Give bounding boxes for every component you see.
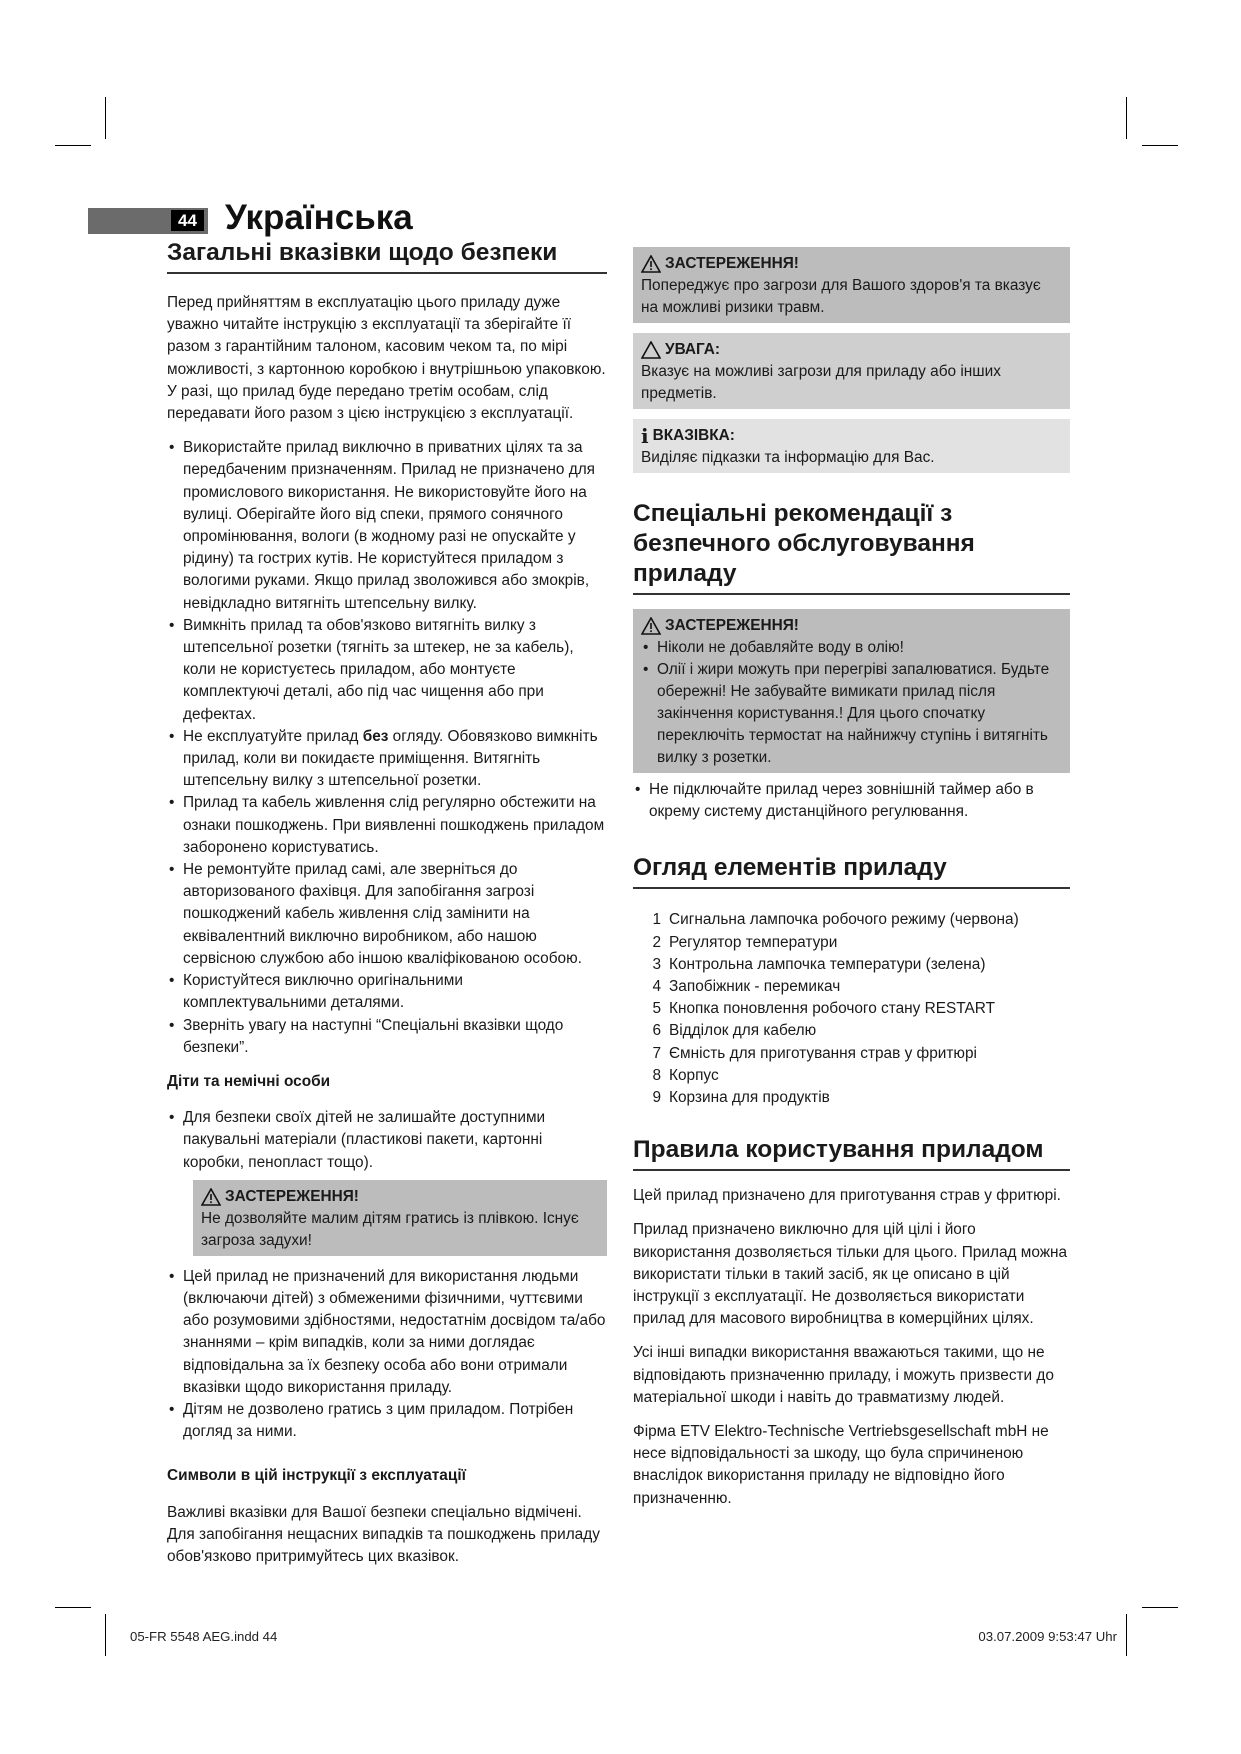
list-item: 2 Регулятор температури: [652, 933, 838, 951]
footer-filename: 05-FR 5548 AEG.indd 44: [130, 1629, 278, 1644]
info-icon: i: [641, 424, 649, 448]
section-heading-overview: Огляд елементів приладу: [633, 853, 1070, 889]
left-column: [167, 238, 607, 1580]
warning-text: Попереджує про загрози для Вашого здоров'я та вказує на можливі ризики травм.: [641, 277, 1041, 316]
list-item: • Цей прилад не призначений для використання людьми (включаючи дітей) з обмеженими фізичними, чуттєвими або розумовими здібностями, недостатнім досвідом та/або знаннями – крім випадків, коли за ними доглядає відповідальна за їх безпеку особа або вони отримали вказівки щодо використання приладу.: [167, 1266, 607, 1399]
caution-text: Вказує на можливі загрози для приладу або інших предметів.: [641, 363, 1001, 402]
children-warning-box: [193, 1180, 607, 1256]
special-warning-list: [641, 637, 1062, 769]
caution-triangle-icon: [641, 341, 661, 359]
list-item: • Використайте прилад виключно в приватних цілях та за передбаченим призначенням. Прилад не призначено для промислового використання. Не використовуйте його на вулиці. Оберігайте його від спеки, прямого сонячного опромінювання, вологи (в жодному разі не опускайте у рідину) та гострих кутів. Не користуйтеся приладом з вологими руками. Якщо прилад зволожився або змокрів, невідкладно витягніть штепсельну вилку.: [167, 437, 607, 615]
symbol-caution-box: [633, 333, 1070, 409]
list-item: 5 Кнопка поновлення робочого стану RESTART: [652, 1000, 996, 1018]
warning-triangle-icon: [641, 617, 661, 635]
warning-title: ЗАСТЕРЕЖЕННЯ!: [665, 617, 799, 634]
special-list: [633, 779, 1070, 823]
language-title: Українська: [225, 198, 413, 237]
section-heading-safety: Загальні вказівки щодо безпеки: [167, 238, 607, 274]
warning-title: ЗАСТЕРЕЖЕННЯ!: [225, 1187, 359, 1205]
info-text: Виділяє підказки та інформацію для Вас.: [641, 449, 935, 466]
list-item: • Ніколи не добавляйте воду в олію!: [641, 637, 1062, 659]
intro-paragraph: Перед прийняттям в експлуатацію цього приладу дуже уважно читайте інструкцію з експлуатації та зберігайте її разом з гарантійним талоном, касовим чеком та, по мірі можливості, з картонною коробкою і внутрішньою упаковкою. У разі, що прилад буде передано третім особам, слід передавати його разом з цією інструкцією з експлуатації.: [167, 294, 606, 423]
section-heading-special: Спеціальні рекомендації з безпечного обслуговування приладу: [633, 499, 1070, 595]
page-number: 44: [171, 210, 204, 231]
symbol-warning-box: [633, 247, 1070, 323]
right-column: [633, 247, 1070, 1522]
crop-mark: [55, 1607, 91, 1608]
warning-triangle-icon: [201, 1188, 221, 1206]
list-item: • Не підключайте прилад через зовнішній таймер або в окрему систему дистанційного регулювання.: [633, 779, 1070, 823]
crop-mark: [1142, 145, 1178, 146]
rules-paragraph: Цей прилад призначено для приготування страв у фритюрі.: [633, 1187, 1061, 1205]
list-item: • Не ремонтуйте прилад самі, але зверніться до авторизованого фахівця. Для запобігання загрозі пошкоджений кабель живлення слід замінити на еквівалентний виключно виробником, або нашою сервісною службою або іншою кваліфікованою особою.: [167, 859, 607, 970]
special-warning-box: [633, 609, 1070, 773]
rules-paragraph: Фірма ETV Elektro-Technische Vertriebsgesellschaft mbH не несе відповідальності за шкоду, що була спричиненою внаслідок використання приладу не відповідно його призначенню.: [633, 1423, 1049, 1507]
list-item: • Вимкніть прилад та обов'язково витягніть вилку з штепсельної розетки (тягніть за штекер, не за кабель), коли не користуєтесь приладом, або монтуєте комплектуючі деталі, або під час чищення або при дефектах.: [167, 615, 607, 726]
subheading-symbols: Символи в цій інструкції з експлуатації: [167, 1467, 466, 1485]
list-item: • Для безпеки своїх дітей не залишайте доступними пакувальні матеріали (пластикові пакети, картонні коробки, пенопласт тощо).: [167, 1107, 607, 1174]
list-item: • Зверніть увагу на наступні “Спеціальні вказівки щодо безпеки”.: [167, 1015, 607, 1059]
children-list-2: [167, 1266, 607, 1444]
warning-title: ЗАСТЕРЕЖЕННЯ!: [665, 255, 799, 272]
list-item: • Не експлуатуйте прилад без огляду. Обовязково вимкніть прилад, коли ви покидаєте приміщення. Витягніть штепсельну вилку з штепсельної розетки.: [167, 726, 607, 793]
list-item: 3 Контрольна лампочка температури (зелена): [652, 955, 986, 973]
safety-list: [167, 437, 607, 1059]
info-title: ВКАЗІВКА:: [652, 427, 735, 444]
section-heading-rules: Правила користування приладом: [633, 1135, 1070, 1171]
list-item: 7 Ємність для приготування страв у фритюрі: [652, 1044, 977, 1062]
warning-text: Не дозволяйте малим дітям гратись із плівкою. Існує загроза задухи!: [201, 1209, 579, 1249]
subheading-children: Діти та немічні особи: [167, 1072, 331, 1090]
symbols-paragraph: Важливі вказівки для Вашої безпеки спеціально відмічені. Для запобігання нещасних випадків та пошкоджень приладу обов'язково притримуйтесь цих вказівок.: [167, 1503, 600, 1565]
list-item: 4 Запобіжник - перемикач: [652, 978, 841, 996]
crop-mark: [1142, 1607, 1178, 1608]
children-list: [167, 1107, 607, 1174]
crop-mark: [1126, 97, 1127, 139]
footer-date: 03.07.2009 9:53:47 Uhr: [978, 1629, 1117, 1644]
crop-mark: [105, 1614, 106, 1656]
caution-title: УВАГА:: [665, 341, 721, 358]
list-item: 6 Відділок для кабелю: [652, 1022, 817, 1040]
crop-mark: [1126, 1614, 1127, 1656]
list-item: 9 Корзина для продуктів: [652, 1089, 830, 1107]
warning-triangle-icon: [641, 255, 661, 273]
rules-paragraph: Прилад призначено виключно для цій цілі і його використання дозволяється тільки для цього. Прилад можна використати тільки в такий засіб, як це описано в цій інструкції з експлуатації. Не дозволяється використати прилад для масового виробництва в комерційних цілях.: [633, 1221, 1068, 1328]
symbol-info-box: [633, 419, 1070, 473]
overview-list: [633, 909, 1070, 1109]
list-item: • Дітям не дозволено гратись з цим приладом. Потрібен догляд за ними.: [167, 1399, 607, 1443]
list-item: • Прилад та кабель живлення слід регулярно обстежити на ознаки пошкоджень. При виявленні пошкоджень приладом заборонено користуватись.: [167, 792, 607, 859]
list-item: • Користуйтеся виключно оригінальними комплектувальними деталями.: [167, 970, 607, 1014]
list-item: 1 Сигнальна лампочка робочого режиму (червона): [652, 911, 1019, 929]
crop-mark: [105, 97, 106, 139]
crop-mark: [55, 145, 91, 146]
list-item: 8 Корпус: [652, 1066, 719, 1084]
list-item: • Олії і жири можуть при перегріві запалюватися. Будьте обережні! Не забувайте вимикати прилад після закінчення користування.! Для цього спочатку переключіть термостат на найнижчу ступінь і витягніть вилку з розетки.: [641, 659, 1062, 769]
rules-paragraph: Усі інші випадки використання вважаються такими, що не відповідають призначенню приладу, і можуть призвести до матеріальної шкоди і навіть до травматизму людей.: [633, 1344, 1054, 1406]
